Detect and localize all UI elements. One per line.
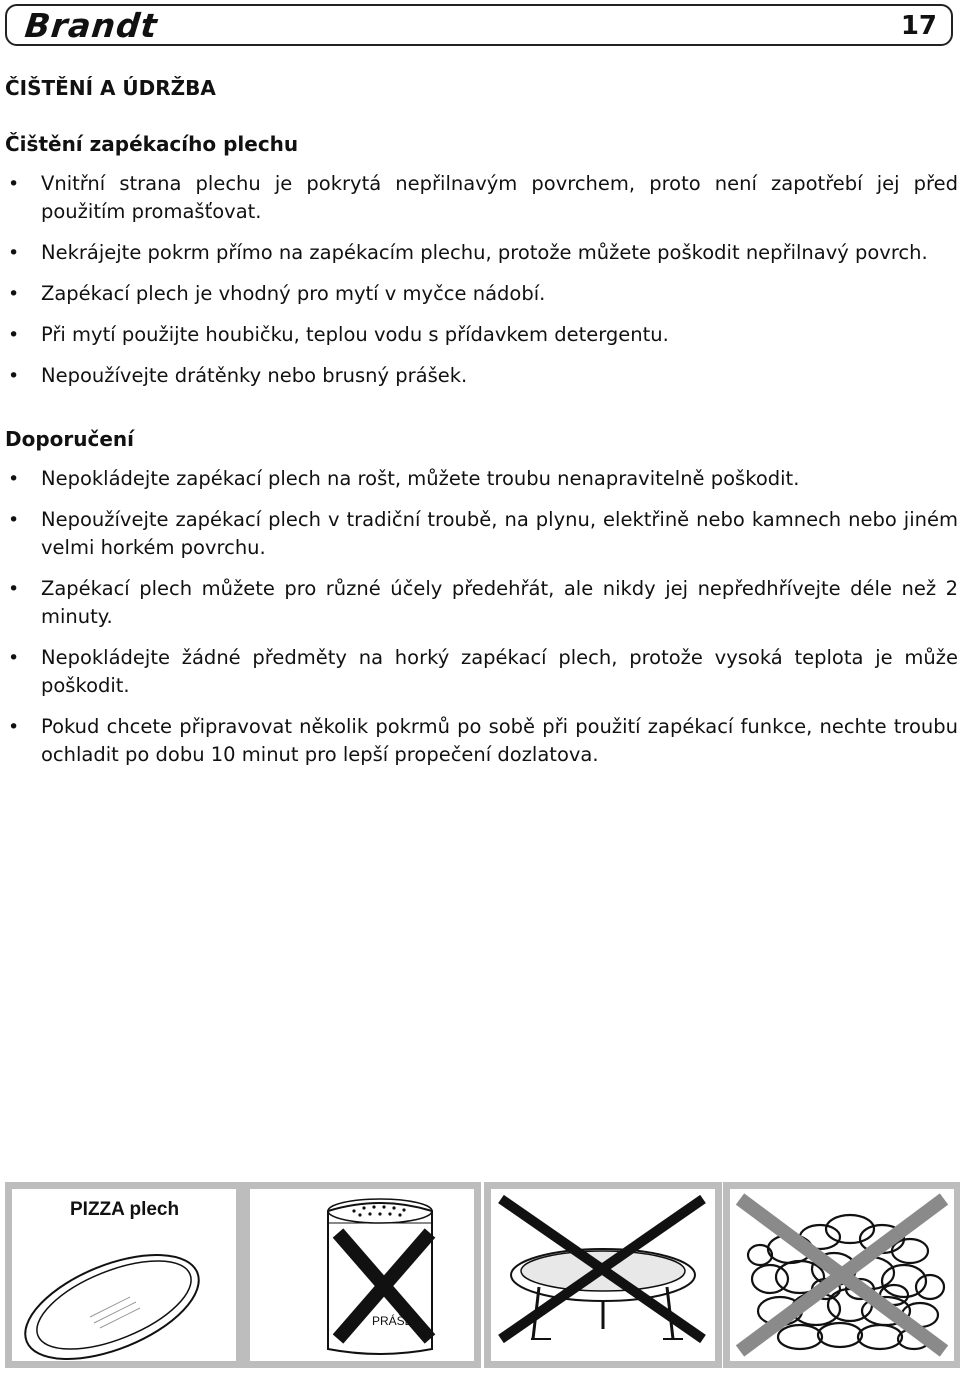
pizza-tray-label: PIZZA plech <box>70 1199 180 1220</box>
section-title: ČIŠTĚNÍ A ÚDRŽBA <box>5 76 216 100</box>
page-header <box>5 4 953 46</box>
powder-label: PRÁŠEK <box>372 1314 421 1328</box>
list-item: • Při mytí použijte houbičku, teplou vodu s přídavkem detergentu. <box>8 323 669 346</box>
list-item: • Nekrájejte pokrm přímo na zapékacím plechu, protože můžete poškodit nepřilnavý povrch. <box>8 241 928 264</box>
list-item: • Vnitřní strana plechu je pokrytá nepřilnavým povrchem, proto není zapotřebí jej před použitím promašťovat. <box>8 172 958 223</box>
main-content <box>5 74 958 782</box>
list-item: • Nepoužívejte drátěnky nebo brusný prášek. <box>8 364 468 387</box>
list-item: • Pokud chcete připravovat několik pokrmů po sobě při použití zapékací funkce, nechte troubu ochladit po dobu 10 minut pro lepší propečení dozlatova. <box>8 715 958 766</box>
rack-panel <box>484 1182 722 1368</box>
list-item: • Nepoužívejte zapékací plech v tradiční troubě, na plynu, elektřině nebo kamnech nebo jiném velmi horkém povrchu. <box>8 508 958 559</box>
wire-rack-icon <box>491 1189 715 1361</box>
brand-logo: Brandt <box>23 6 160 45</box>
pizza-tray-panel <box>5 1182 243 1368</box>
recommendations-list <box>5 465 958 769</box>
cleaning-title: Čištění zapékacího plechu <box>5 132 299 156</box>
recommendations-title: Doporučení <box>5 427 135 451</box>
list-item: • Nepokládejte zapékací plech na rošt, můžete troubu nenapravitelně poškodit. <box>8 467 800 490</box>
list-item: • Zapékací plech můžete pro různé účely předehřát, ale nikdy jej nepředhřívejte déle než 2 minuty. <box>8 577 958 628</box>
list-item: • Nepokládejte žádné předměty na horký zapékací plech, protože vysoká teplota je může poškodit. <box>8 646 958 697</box>
powder-container-icon <box>250 1189 474 1361</box>
pizza-tray-icon <box>12 1189 236 1361</box>
steel-wool-panel <box>723 1182 960 1368</box>
cleaning-list <box>5 170 958 390</box>
illustrations-row <box>5 1182 960 1369</box>
steel-wool-icon <box>730 1189 954 1361</box>
page-number: 17 <box>900 11 937 41</box>
list-item: • Zapékací plech je vhodný pro mytí v myčce nádobí. <box>8 282 546 305</box>
powder-panel <box>243 1182 481 1368</box>
